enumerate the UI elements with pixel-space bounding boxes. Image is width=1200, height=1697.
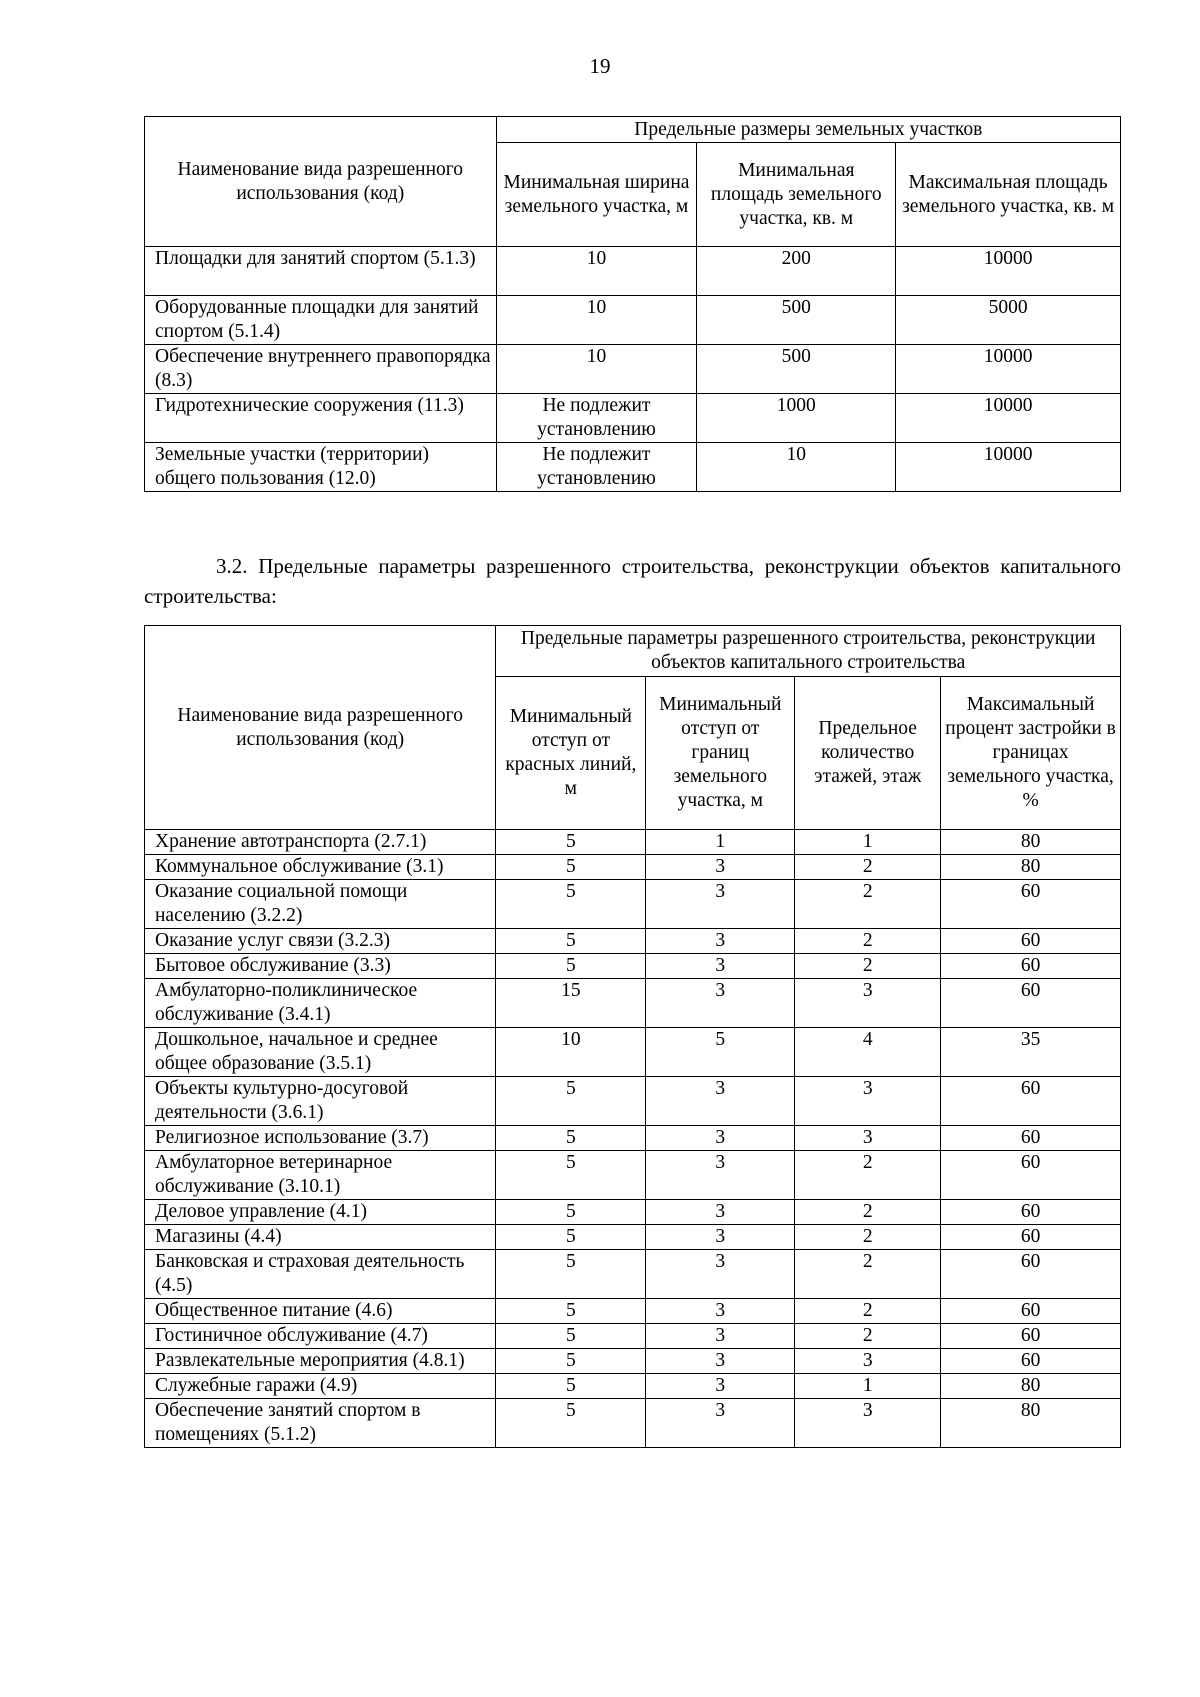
t2-cell-coverage: 60	[941, 1250, 1121, 1299]
t2-cell-red-line: 5	[496, 1151, 646, 1200]
t2-cell-red-line: 5	[496, 1349, 646, 1374]
t1-row	[145, 345, 1121, 394]
t2-cell-coverage: 60	[941, 954, 1121, 979]
t2-cell-coverage: 60	[941, 1126, 1121, 1151]
t2-cell-coverage: 80	[941, 830, 1121, 855]
t2-cell-red-line: 5	[496, 929, 646, 954]
t2-cell-red-line: 5	[496, 1225, 646, 1250]
section-paragraph: 3.2. Предельные параметры разрешенного строительства, реконструкции объектов капитального строительства:	[144, 554, 1121, 608]
t2-cell-coverage: 80	[941, 1399, 1121, 1448]
t2-cell-boundary: 3	[646, 1374, 795, 1399]
t1-cell-min-area: 1000	[697, 394, 896, 443]
t2-cell-name: Хранение автотранспорта (2.7.1)	[145, 830, 496, 855]
t2-cell-name: Объекты культурно-досуговой деятельности (3.6.1)	[145, 1077, 496, 1126]
t2-row	[145, 1077, 1121, 1126]
t2-cell-name: Оказание услуг связи (3.2.3)	[145, 929, 496, 954]
t1-cell-min-width: 10	[496, 247, 697, 296]
t2-cell-boundary: 3	[646, 1399, 795, 1448]
t2-cell-name: Религиозное использование (3.7)	[145, 1126, 496, 1151]
construction-parameters-table	[144, 625, 1121, 1448]
t2-body	[145, 830, 1121, 1448]
t1-header-min-width: Минимальная ширина земельного участка, м	[496, 143, 697, 247]
t2-group-header: Предельные параметры разрешенного строительства, реконструкции объектов капитального строительства	[496, 626, 1121, 677]
t2-cell-floors: 2	[795, 1225, 941, 1250]
t2-cell-floors: 1	[795, 830, 941, 855]
t2-row	[145, 830, 1121, 855]
t2-row	[145, 1250, 1121, 1299]
t2-cell-name: Развлекательные мероприятия (4.8.1)	[145, 1349, 496, 1374]
t1-cell-name: Оборудованные площадки для занятий спортом (5.1.4)	[145, 296, 497, 345]
t2-cell-red-line: 5	[496, 954, 646, 979]
t2-cell-boundary: 3	[646, 1151, 795, 1200]
t1-cell-name: Площадки для занятий спортом (5.1.3)	[145, 247, 497, 296]
t2-header-name: Наименование вида разрешенного использования (код)	[145, 626, 496, 830]
t1-cell-name: Земельные участки (территории) общего пользования (12.0)	[145, 443, 497, 492]
t2-cell-coverage: 60	[941, 1200, 1121, 1225]
t2-cell-boundary: 3	[646, 1200, 795, 1225]
t2-cell-red-line: 5	[496, 1399, 646, 1448]
t2-cell-floors: 2	[795, 1200, 941, 1225]
t2-cell-boundary: 3	[646, 929, 795, 954]
t1-cell-min-area: 500	[697, 296, 896, 345]
t1-cell-max-area: 10000	[896, 443, 1121, 492]
t2-cell-name: Оказание социальной помощи населению (3.2.2)	[145, 880, 496, 929]
t1-cell-name: Гидротехнические сооружения (11.3)	[145, 394, 497, 443]
t1-cell-min-width: 10	[496, 345, 697, 394]
t2-cell-coverage: 60	[941, 979, 1121, 1028]
t2-cell-coverage: 60	[941, 1225, 1121, 1250]
t2-row	[145, 1349, 1121, 1374]
t1-cell-max-area: 10000	[896, 345, 1121, 394]
t2-row	[145, 880, 1121, 929]
t2-cell-name: Бытовое обслуживание (3.3)	[145, 954, 496, 979]
t2-cell-boundary: 3	[646, 1077, 795, 1126]
t1-header-name: Наименование вида разрешенного использования (код)	[145, 117, 497, 247]
t1-cell-max-area: 10000	[896, 247, 1121, 296]
t2-cell-floors: 2	[795, 1151, 941, 1200]
t2-cell-floors: 3	[795, 1126, 941, 1151]
t2-cell-boundary: 3	[646, 1299, 795, 1324]
t1-cell-max-area: 5000	[896, 296, 1121, 345]
t2-cell-floors: 4	[795, 1028, 941, 1077]
t2-cell-coverage: 60	[941, 1349, 1121, 1374]
t2-cell-name: Гостиничное обслуживание (4.7)	[145, 1324, 496, 1349]
t2-row	[145, 1028, 1121, 1077]
t1-header-min-area: Минимальная площадь земельного участка, кв. м	[697, 143, 896, 247]
t2-cell-boundary: 3	[646, 1225, 795, 1250]
t2-cell-floors: 2	[795, 1299, 941, 1324]
t2-row	[145, 979, 1121, 1028]
t1-cell-min-area: 200	[697, 247, 896, 296]
t2-cell-floors: 2	[795, 929, 941, 954]
t2-header-floors: Предельное количество этажей, этаж	[795, 677, 941, 830]
t2-cell-name: Магазины (4.4)	[145, 1225, 496, 1250]
t2-row	[145, 929, 1121, 954]
t2-cell-boundary: 3	[646, 1250, 795, 1299]
t1-row	[145, 443, 1121, 492]
t2-row	[145, 1151, 1121, 1200]
t2-cell-floors: 2	[795, 1250, 941, 1299]
t2-cell-red-line: 5	[496, 1077, 646, 1126]
t2-cell-coverage: 60	[941, 1151, 1121, 1200]
t2-cell-boundary: 3	[646, 954, 795, 979]
t2-cell-name: Деловое управление (4.1)	[145, 1200, 496, 1225]
t2-cell-floors: 2	[795, 855, 941, 880]
t1-cell-max-area: 10000	[896, 394, 1121, 443]
t2-cell-red-line: 5	[496, 1250, 646, 1299]
t2-cell-name: Обеспечение занятий спортом в помещениях (5.1.2)	[145, 1399, 496, 1448]
t2-cell-name: Банковская и страховая деятельность (4.5)	[145, 1250, 496, 1299]
t2-cell-floors: 1	[795, 1374, 941, 1399]
t2-cell-coverage: 60	[941, 1324, 1121, 1349]
t2-row	[145, 1299, 1121, 1324]
t1-cell-min-area: 10	[697, 443, 896, 492]
t2-cell-boundary: 3	[646, 855, 795, 880]
t2-cell-boundary: 5	[646, 1028, 795, 1077]
t1-cell-min-width: Не подлежит установлению	[496, 394, 697, 443]
t2-cell-boundary: 3	[646, 1126, 795, 1151]
t2-header-boundary: Минимальный отступ от границ земельного участка, м	[646, 677, 795, 830]
t1-cell-name: Обеспечение внутреннего правопорядка (8.3)	[145, 345, 497, 394]
t1-body	[145, 247, 1121, 492]
land-plot-size-table	[144, 116, 1121, 492]
t2-row	[145, 1399, 1121, 1448]
t2-cell-name: Дошкольное, начальное и среднее общее образование (3.5.1)	[145, 1028, 496, 1077]
t2-cell-red-line: 5	[496, 830, 646, 855]
t1-header-max-area: Максимальная площадь земельного участка, кв. м	[896, 143, 1121, 247]
t2-cell-red-line: 5	[496, 880, 646, 929]
t1-group-header: Предельные размеры земельных участков	[496, 117, 1120, 143]
t2-cell-floors: 3	[795, 1077, 941, 1126]
t2-cell-coverage: 60	[941, 1077, 1121, 1126]
t2-cell-red-line: 5	[496, 1299, 646, 1324]
t2-cell-boundary: 3	[646, 880, 795, 929]
t2-cell-name: Общественное питание (4.6)	[145, 1299, 496, 1324]
t1-cell-min-area: 500	[697, 345, 896, 394]
t2-cell-boundary: 3	[646, 1324, 795, 1349]
t2-cell-red-line: 5	[496, 1126, 646, 1151]
t2-cell-coverage: 60	[941, 880, 1121, 929]
t2-row	[145, 1225, 1121, 1250]
t2-cell-floors: 3	[795, 979, 941, 1028]
t1-cell-min-width: Не подлежит установлению	[496, 443, 697, 492]
t2-row	[145, 1324, 1121, 1349]
t2-cell-name: Коммунальное обслуживание (3.1)	[145, 855, 496, 880]
t2-cell-floors: 3	[795, 1349, 941, 1374]
page-number: 19	[589, 54, 611, 78]
t2-cell-floors: 2	[795, 1324, 941, 1349]
t2-cell-red-line: 5	[496, 1324, 646, 1349]
t2-cell-red-line: 5	[496, 1374, 646, 1399]
t2-cell-red-line: 5	[496, 1200, 646, 1225]
t2-row	[145, 855, 1121, 880]
t1-row	[145, 247, 1121, 296]
t2-cell-coverage: 80	[941, 1374, 1121, 1399]
t1-row	[145, 394, 1121, 443]
t2-row	[145, 1200, 1121, 1225]
t1-row	[145, 296, 1121, 345]
t2-cell-floors: 2	[795, 954, 941, 979]
t2-cell-boundary: 3	[646, 979, 795, 1028]
t2-cell-floors: 2	[795, 880, 941, 929]
t2-cell-coverage: 35	[941, 1028, 1121, 1077]
t2-cell-boundary: 1	[646, 830, 795, 855]
t2-cell-floors: 3	[795, 1399, 941, 1448]
t2-cell-name: Служебные гаражи (4.9)	[145, 1374, 496, 1399]
t2-cell-name: Амбулаторно-поликлиническое обслуживание (3.4.1)	[145, 979, 496, 1028]
t2-header-coverage: Максимальный процент застройки в границах земельного участка, %	[941, 677, 1121, 830]
t2-cell-coverage: 60	[941, 929, 1121, 954]
t2-row	[145, 954, 1121, 979]
t2-cell-red-line: 10	[496, 1028, 646, 1077]
t2-cell-red-line: 5	[496, 855, 646, 880]
t2-cell-name: Амбулаторное ветеринарное обслуживание (3.10.1)	[145, 1151, 496, 1200]
t2-cell-coverage: 80	[941, 855, 1121, 880]
t2-cell-boundary: 3	[646, 1349, 795, 1374]
t2-cell-coverage: 60	[941, 1299, 1121, 1324]
t2-cell-red-line: 15	[496, 979, 646, 1028]
t1-cell-min-width: 10	[496, 296, 697, 345]
t2-row	[145, 1374, 1121, 1399]
t2-row	[145, 1126, 1121, 1151]
t2-header-red-line: Минимальный отступ от красных линий, м	[496, 677, 646, 830]
